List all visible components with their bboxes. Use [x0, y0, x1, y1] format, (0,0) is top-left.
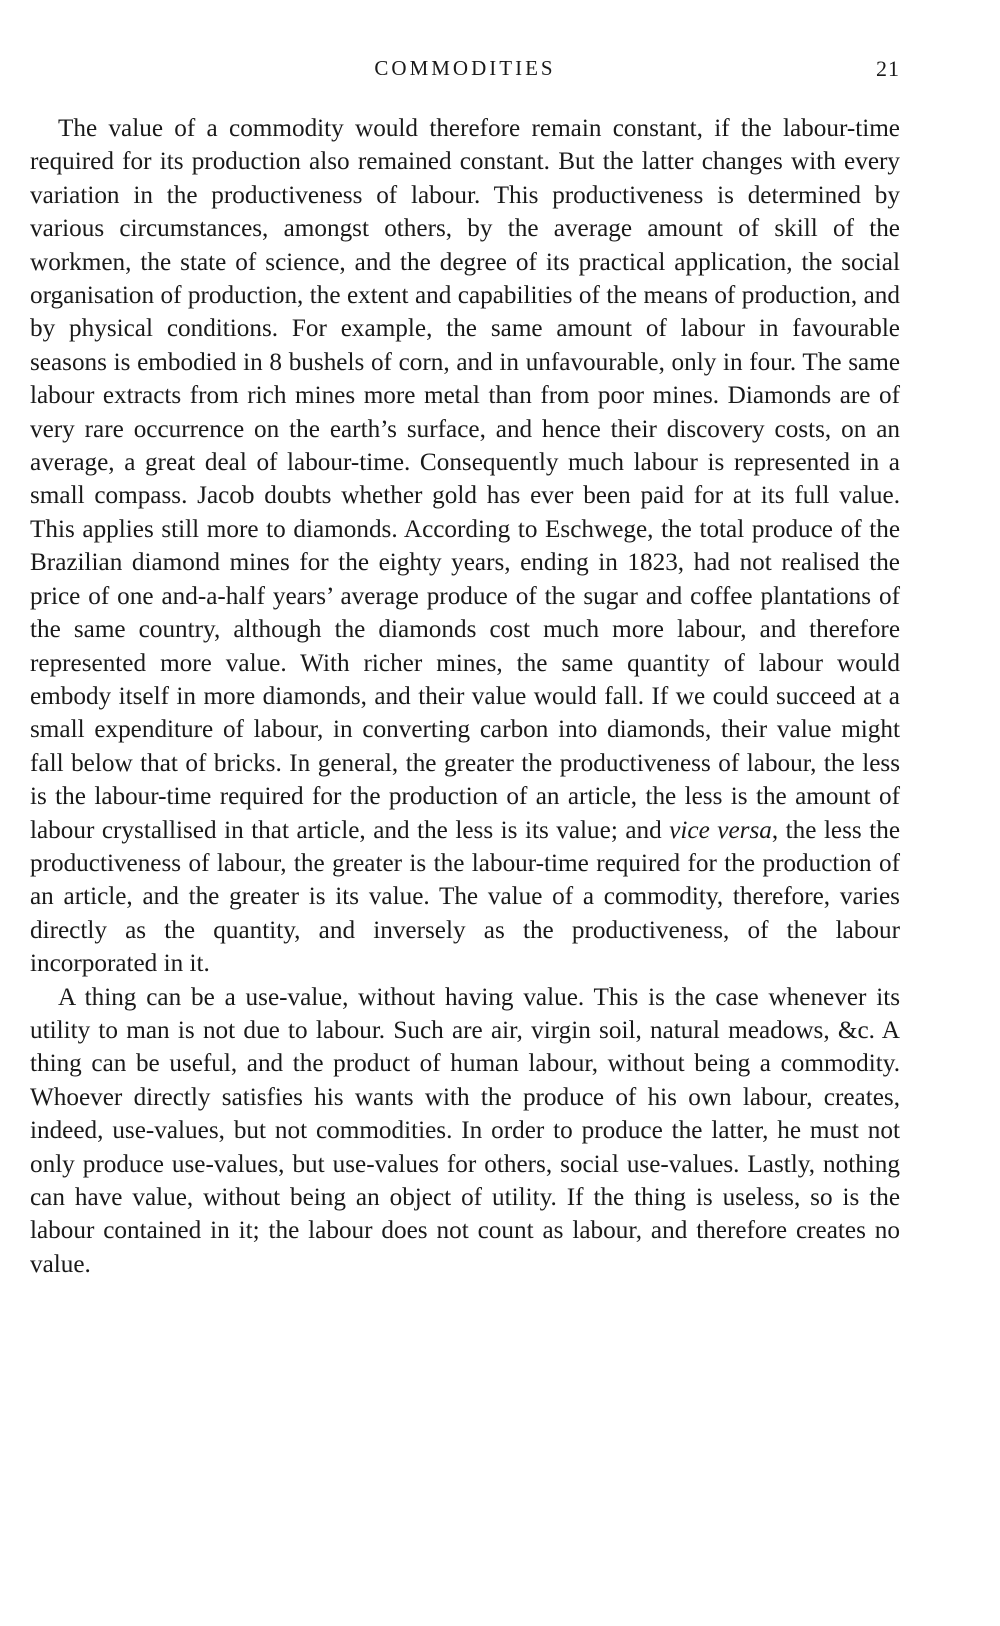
- paragraph-text-part: The value of a commodity would therefore remain constant, if the labour-time required for its production also remained constant. But the latter changes with every variation in the productiveness of labour. This productiveness is determined by various circumstances, amongst others, by the average amount of skill of the workmen, the state of science, and the degree of its practical application, the social organisation of production, the extent and capabilities of the means of production, and by physical conditions. For example, the same amount of labour in favourable seasons is embodied in 8 bushels of corn, and in unfavourable, only in four. The same labour extracts from rich mines more metal than from poor mines. Diamonds are of very rare occurrence on the earth’s surface, and hence their discovery costs, on an average, a great deal of labour-time. Consequently much labour is represented in a small compass. Jacob doubts whether gold has ever been paid for at its full value. This applies still more to diamonds. According to Eschwege, the total produce of the Brazilian diamond mines for the eighty years, ending in 1823, had not realised the price of one and-a-half years’ average produce of the sugar and coffee plantations of the same country, although the diamonds cost much more labour, and therefore represented more value. With richer mines, the same quantity of labour would embody itself in more diamonds, and their value would fall. If we could succeed at a small expenditure of labour, in converting carbon into diamonds, their value might fall below that of bricks. In general, the greater the productiveness of labour, the less is the labour-time required for the production of an article, the less is the amount of labour crystallised in that article, and the less is its value; and: [30, 115, 900, 844]
- paragraph-use-value: A thing can be a use-value, without having value. This is the case whenever its utility to man is not due to labour. Such are air, virgin soil, natural meadows, &c. A thing can be useful, and the product of human labour, without being a commodity. Whoever directly satisfies his wants with the produce of his own labour, creates, indeed, use-values, but not commodities. In order to produce the latter, he must not only produce use-values, but use-values for others, social use-values. Lastly, nothing can have value, without being an object of utility. If the thing is useless, so is the labour contained in it; the labour does not count as labour, and therefore creates no value.: [30, 983, 900, 1278]
- paragraph-value-productiveness: [30, 112, 900, 981]
- running-title: COMMODITIES: [374, 56, 556, 80]
- italic-phrase: vice versa: [669, 816, 772, 844]
- body-text: [30, 112, 900, 1281]
- paragraph-text-part: , the less the productiveness of labour, the greater is the labour-time required for the production of an article, and the greater is its value. The value of a commodity, therefore, varies directly as the quantity, and inversely as the productiveness, of the labour incorporated in it.: [30, 816, 901, 978]
- running-head: [30, 56, 900, 86]
- page-number: 21: [876, 56, 900, 81]
